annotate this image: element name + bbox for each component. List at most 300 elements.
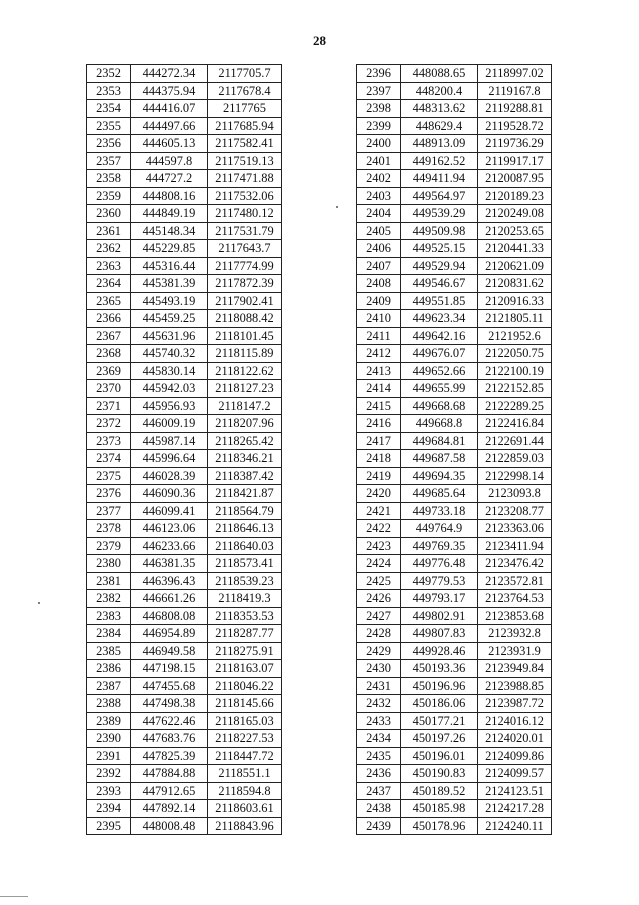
table-row [87,380,282,398]
point-number-cell: 2407 [357,257,401,275]
point-number-cell: 2439 [357,817,401,835]
table-row [87,695,282,713]
coordinates-table-right [356,64,552,835]
point-number-cell: 2404 [357,205,401,223]
x-coordinate-cell: 444497.66 [131,117,208,135]
y-coordinate-cell: 2118564.79 [208,502,282,520]
y-coordinate-cell: 2118573.41 [208,555,282,573]
x-coordinate-cell: 449764.9 [401,520,478,538]
y-coordinate-cell: 2123208.77 [478,502,552,520]
y-coordinate-cell: 2118997.02 [478,65,552,83]
y-coordinate-cell: 2118843.96 [208,817,282,835]
table-row [357,572,552,590]
point-number-cell: 2432 [357,695,401,713]
table-body-right [357,65,552,835]
point-number-cell: 2414 [357,380,401,398]
point-number-cell: 2400 [357,135,401,153]
table-row [87,765,282,783]
x-coordinate-cell: 445229.85 [131,240,208,258]
table-row [357,275,552,293]
table-row [87,187,282,205]
y-coordinate-cell: 2123988.85 [478,677,552,695]
y-coordinate-cell: 2124020.01 [478,730,552,748]
table-row [357,152,552,170]
table-row [357,590,552,608]
point-number-cell: 2420 [357,485,401,503]
table-row [357,660,552,678]
x-coordinate-cell: 447825.39 [131,747,208,765]
table-row [357,170,552,188]
scan-speck [336,206,338,208]
y-coordinate-cell: 2118353.53 [208,607,282,625]
x-coordinate-cell: 449928.46 [401,642,478,660]
y-coordinate-cell: 2124099.57 [478,765,552,783]
x-coordinate-cell: 449676.07 [401,345,478,363]
y-coordinate-cell: 2123764.53 [478,590,552,608]
table-row [87,677,282,695]
x-coordinate-cell: 446949.58 [131,642,208,660]
x-coordinate-cell: 446954.89 [131,625,208,643]
x-coordinate-cell: 444272.34 [131,65,208,83]
point-number-cell: 2428 [357,625,401,643]
x-coordinate-cell: 449733.18 [401,502,478,520]
y-coordinate-cell: 2117582.41 [208,135,282,153]
x-coordinate-cell: 449652.66 [401,362,478,380]
x-coordinate-cell: 450193.36 [401,660,478,678]
point-number-cell: 2361 [87,222,131,240]
point-number-cell: 2405 [357,222,401,240]
x-coordinate-cell: 446028.39 [131,467,208,485]
table-row [87,432,282,450]
x-coordinate-cell: 449793.17 [401,590,478,608]
y-coordinate-cell: 2122416.84 [478,415,552,433]
x-coordinate-cell: 449779.53 [401,572,478,590]
x-coordinate-cell: 450196.96 [401,677,478,695]
y-coordinate-cell: 2122691.44 [478,432,552,450]
point-number-cell: 2434 [357,730,401,748]
x-coordinate-cell: 448629.4 [401,117,478,135]
point-number-cell: 2373 [87,432,131,450]
table-row [357,117,552,135]
y-coordinate-cell: 2123932.8 [478,625,552,643]
x-coordinate-cell: 447198.15 [131,660,208,678]
point-number-cell: 2410 [357,310,401,328]
point-number-cell: 2417 [357,432,401,450]
y-coordinate-cell: 2122998.14 [478,467,552,485]
point-number-cell: 2365 [87,292,131,310]
x-coordinate-cell: 449546.67 [401,275,478,293]
point-number-cell: 2387 [87,677,131,695]
y-coordinate-cell: 2117872.39 [208,275,282,293]
y-coordinate-cell: 2122859.03 [478,450,552,468]
y-coordinate-cell: 2120189.23 [478,187,552,205]
y-coordinate-cell: 2120621.09 [478,257,552,275]
point-number-cell: 2384 [87,625,131,643]
table-row [357,677,552,695]
table-row [357,747,552,765]
table-row [357,257,552,275]
table-row [87,572,282,590]
y-coordinate-cell: 2123093.8 [478,485,552,503]
point-number-cell: 2370 [87,380,131,398]
point-number-cell: 2362 [87,240,131,258]
table-row [87,222,282,240]
x-coordinate-cell: 444605.13 [131,135,208,153]
table-row [357,135,552,153]
y-coordinate-cell: 2118265.42 [208,432,282,450]
x-coordinate-cell: 444416.07 [131,100,208,118]
x-coordinate-cell: 445316.44 [131,257,208,275]
table-row [357,730,552,748]
y-coordinate-cell: 2122100.19 [478,362,552,380]
coordinates-table-left [86,64,282,835]
table-row [87,82,282,100]
y-coordinate-cell: 2121952.6 [478,327,552,345]
y-coordinate-cell: 2118207.96 [208,415,282,433]
x-coordinate-cell: 445631.96 [131,327,208,345]
x-coordinate-cell: 450189.52 [401,782,478,800]
point-number-cell: 2399 [357,117,401,135]
table-row [87,397,282,415]
table-row [357,520,552,538]
table-row [87,170,282,188]
x-coordinate-cell: 447683.76 [131,730,208,748]
x-coordinate-cell: 444727.2 [131,170,208,188]
table-row [87,747,282,765]
table-row [357,380,552,398]
y-coordinate-cell: 2118227.53 [208,730,282,748]
y-coordinate-cell: 2118115.89 [208,345,282,363]
table-row [357,100,552,118]
table-row [357,642,552,660]
y-coordinate-cell: 2118163.07 [208,660,282,678]
point-number-cell: 2389 [87,712,131,730]
point-number-cell: 2401 [357,152,401,170]
table-row [87,520,282,538]
table-row [357,82,552,100]
y-coordinate-cell: 2124240.11 [478,817,552,835]
point-number-cell: 2366 [87,310,131,328]
y-coordinate-cell: 2118088.42 [208,310,282,328]
point-number-cell: 2425 [357,572,401,590]
point-number-cell: 2406 [357,240,401,258]
table-row [357,625,552,643]
table-row [87,205,282,223]
x-coordinate-cell: 445830.14 [131,362,208,380]
point-number-cell: 2376 [87,485,131,503]
x-coordinate-cell: 445381.39 [131,275,208,293]
point-number-cell: 2427 [357,607,401,625]
x-coordinate-cell: 448913.09 [401,135,478,153]
x-coordinate-cell: 449687.58 [401,450,478,468]
table-row [357,415,552,433]
x-coordinate-cell: 445956.93 [131,397,208,415]
x-coordinate-cell: 449655.99 [401,380,478,398]
table-row [357,292,552,310]
point-number-cell: 2394 [87,800,131,818]
x-coordinate-cell: 446233.66 [131,537,208,555]
x-coordinate-cell: 448088.65 [401,65,478,83]
y-coordinate-cell: 2118122.62 [208,362,282,380]
x-coordinate-cell: 447884.88 [131,765,208,783]
y-coordinate-cell: 2117678.4 [208,82,282,100]
x-coordinate-cell: 449685.64 [401,485,478,503]
x-coordinate-cell: 449551.85 [401,292,478,310]
y-coordinate-cell: 2118387.42 [208,467,282,485]
table-row [357,502,552,520]
x-coordinate-cell: 449668.68 [401,397,478,415]
point-number-cell: 2391 [87,747,131,765]
point-number-cell: 2423 [357,537,401,555]
point-number-cell: 2364 [87,275,131,293]
x-coordinate-cell: 449684.81 [401,432,478,450]
table-row [357,240,552,258]
table-row [87,467,282,485]
point-number-cell: 2392 [87,765,131,783]
point-number-cell: 2385 [87,642,131,660]
y-coordinate-cell: 2117532.06 [208,187,282,205]
point-number-cell: 2398 [357,100,401,118]
y-coordinate-cell: 2118127.23 [208,380,282,398]
y-coordinate-cell: 2120831.62 [478,275,552,293]
y-coordinate-cell: 2118046.22 [208,677,282,695]
table-row [357,205,552,223]
x-coordinate-cell: 448200.4 [401,82,478,100]
table-row [87,240,282,258]
y-coordinate-cell: 2120087.95 [478,170,552,188]
point-number-cell: 2431 [357,677,401,695]
x-coordinate-cell: 450197.26 [401,730,478,748]
table-row [357,607,552,625]
y-coordinate-cell: 2118640.03 [208,537,282,555]
table-row [357,467,552,485]
table-row [357,432,552,450]
point-number-cell: 2396 [357,65,401,83]
point-number-cell: 2379 [87,537,131,555]
y-coordinate-cell: 2118101.45 [208,327,282,345]
x-coordinate-cell: 450177.21 [401,712,478,730]
x-coordinate-cell: 449623.34 [401,310,478,328]
x-coordinate-cell: 445493.19 [131,292,208,310]
point-number-cell: 2358 [87,170,131,188]
x-coordinate-cell: 444849.19 [131,205,208,223]
table-row [357,362,552,380]
y-coordinate-cell: 2118346.21 [208,450,282,468]
point-number-cell: 2372 [87,415,131,433]
x-coordinate-cell: 449539.29 [401,205,478,223]
table-row [357,537,552,555]
point-number-cell: 2436 [357,765,401,783]
table-row [87,310,282,328]
table-row [87,117,282,135]
x-coordinate-cell: 449776.48 [401,555,478,573]
y-coordinate-cell: 2117519.13 [208,152,282,170]
y-coordinate-cell: 2123949.84 [478,660,552,678]
y-coordinate-cell: 2118594.8 [208,782,282,800]
table-row [87,327,282,345]
y-coordinate-cell: 2122152.85 [478,380,552,398]
y-coordinate-cell: 2123853.68 [478,607,552,625]
y-coordinate-cell: 2123572.81 [478,572,552,590]
x-coordinate-cell: 445459.25 [131,310,208,328]
y-coordinate-cell: 2124123.51 [478,782,552,800]
table-row [357,450,552,468]
x-coordinate-cell: 446661.26 [131,590,208,608]
x-coordinate-cell: 450178.96 [401,817,478,835]
point-number-cell: 2386 [87,660,131,678]
x-coordinate-cell: 449529.94 [401,257,478,275]
point-number-cell: 2363 [87,257,131,275]
table-row [87,660,282,678]
table-row [357,397,552,415]
table-row [87,590,282,608]
point-number-cell: 2437 [357,782,401,800]
y-coordinate-cell: 2123476.42 [478,555,552,573]
y-coordinate-cell: 2122289.25 [478,397,552,415]
y-coordinate-cell: 2123931.9 [478,642,552,660]
point-number-cell: 2354 [87,100,131,118]
scan-edge-mark [0,896,28,897]
point-number-cell: 2422 [357,520,401,538]
table-row [357,222,552,240]
table-row [357,695,552,713]
y-coordinate-cell: 2117471.88 [208,170,282,188]
table-row [87,450,282,468]
y-coordinate-cell: 2118145.66 [208,695,282,713]
x-coordinate-cell: 449668.8 [401,415,478,433]
table-row [357,187,552,205]
table-row [87,257,282,275]
table-row [87,607,282,625]
y-coordinate-cell: 2117765 [208,100,282,118]
point-number-cell: 2419 [357,467,401,485]
y-coordinate-cell: 2117685.94 [208,117,282,135]
y-coordinate-cell: 2120441.33 [478,240,552,258]
y-coordinate-cell: 2118165.03 [208,712,282,730]
point-number-cell: 2433 [357,712,401,730]
x-coordinate-cell: 449509.98 [401,222,478,240]
x-coordinate-cell: 446381.35 [131,555,208,573]
x-coordinate-cell: 448008.48 [131,817,208,835]
table-row [357,310,552,328]
table-row [87,800,282,818]
y-coordinate-cell: 2117705.7 [208,65,282,83]
x-coordinate-cell: 446123.06 [131,520,208,538]
x-coordinate-cell: 449802.91 [401,607,478,625]
y-coordinate-cell: 2118419.3 [208,590,282,608]
y-coordinate-cell: 2118447.72 [208,747,282,765]
point-number-cell: 2356 [87,135,131,153]
x-coordinate-cell: 448313.62 [401,100,478,118]
point-number-cell: 2413 [357,362,401,380]
table-row [357,345,552,363]
point-number-cell: 2415 [357,397,401,415]
point-number-cell: 2412 [357,345,401,363]
table-row [357,800,552,818]
y-coordinate-cell: 2117902.41 [208,292,282,310]
point-number-cell: 2395 [87,817,131,835]
table-row [87,537,282,555]
x-coordinate-cell: 445987.14 [131,432,208,450]
y-coordinate-cell: 2117480.12 [208,205,282,223]
x-coordinate-cell: 445148.34 [131,222,208,240]
y-coordinate-cell: 2118147.2 [208,397,282,415]
point-number-cell: 2359 [87,187,131,205]
point-number-cell: 2435 [357,747,401,765]
table-row [87,502,282,520]
y-coordinate-cell: 2117531.79 [208,222,282,240]
point-number-cell: 2353 [87,82,131,100]
point-number-cell: 2418 [357,450,401,468]
x-coordinate-cell: 447498.38 [131,695,208,713]
point-number-cell: 2378 [87,520,131,538]
x-coordinate-cell: 449525.15 [401,240,478,258]
table-row [87,292,282,310]
x-coordinate-cell: 449694.35 [401,467,478,485]
y-coordinate-cell: 2123987.72 [478,695,552,713]
y-coordinate-cell: 2123411.94 [478,537,552,555]
point-number-cell: 2381 [87,572,131,590]
x-coordinate-cell: 446396.43 [131,572,208,590]
point-number-cell: 2424 [357,555,401,573]
x-coordinate-cell: 449564.97 [401,187,478,205]
x-coordinate-cell: 447912.65 [131,782,208,800]
y-coordinate-cell: 2118287.77 [208,625,282,643]
y-coordinate-cell: 2118551.1 [208,765,282,783]
y-coordinate-cell: 2123363.06 [478,520,552,538]
x-coordinate-cell: 444375.94 [131,82,208,100]
point-number-cell: 2403 [357,187,401,205]
table-row [87,152,282,170]
point-number-cell: 2369 [87,362,131,380]
table-row [357,65,552,83]
point-number-cell: 2438 [357,800,401,818]
point-number-cell: 2426 [357,590,401,608]
y-coordinate-cell: 2119288.81 [478,100,552,118]
table-row [87,642,282,660]
x-coordinate-cell: 445996.64 [131,450,208,468]
point-number-cell: 2375 [87,467,131,485]
y-coordinate-cell: 2122050.75 [478,345,552,363]
point-number-cell: 2390 [87,730,131,748]
table-row [357,765,552,783]
table-row [357,555,552,573]
point-number-cell: 2429 [357,642,401,660]
x-coordinate-cell: 450190.83 [401,765,478,783]
x-coordinate-cell: 449642.16 [401,327,478,345]
y-coordinate-cell: 2118539.23 [208,572,282,590]
x-coordinate-cell: 449807.83 [401,625,478,643]
point-number-cell: 2430 [357,660,401,678]
table-row [87,100,282,118]
x-coordinate-cell: 446090.36 [131,485,208,503]
y-coordinate-cell: 2121805.11 [478,310,552,328]
x-coordinate-cell: 450186.06 [401,695,478,713]
y-coordinate-cell: 2117643.7 [208,240,282,258]
x-coordinate-cell: 446808.08 [131,607,208,625]
y-coordinate-cell: 2119528.72 [478,117,552,135]
table-body-left [87,65,282,835]
table-row [87,730,282,748]
x-coordinate-cell: 444597.8 [131,152,208,170]
point-number-cell: 2367 [87,327,131,345]
point-number-cell: 2416 [357,415,401,433]
point-number-cell: 2397 [357,82,401,100]
y-coordinate-cell: 2120916.33 [478,292,552,310]
table-row [357,327,552,345]
table-row [87,555,282,573]
y-coordinate-cell: 2119167.8 [478,82,552,100]
